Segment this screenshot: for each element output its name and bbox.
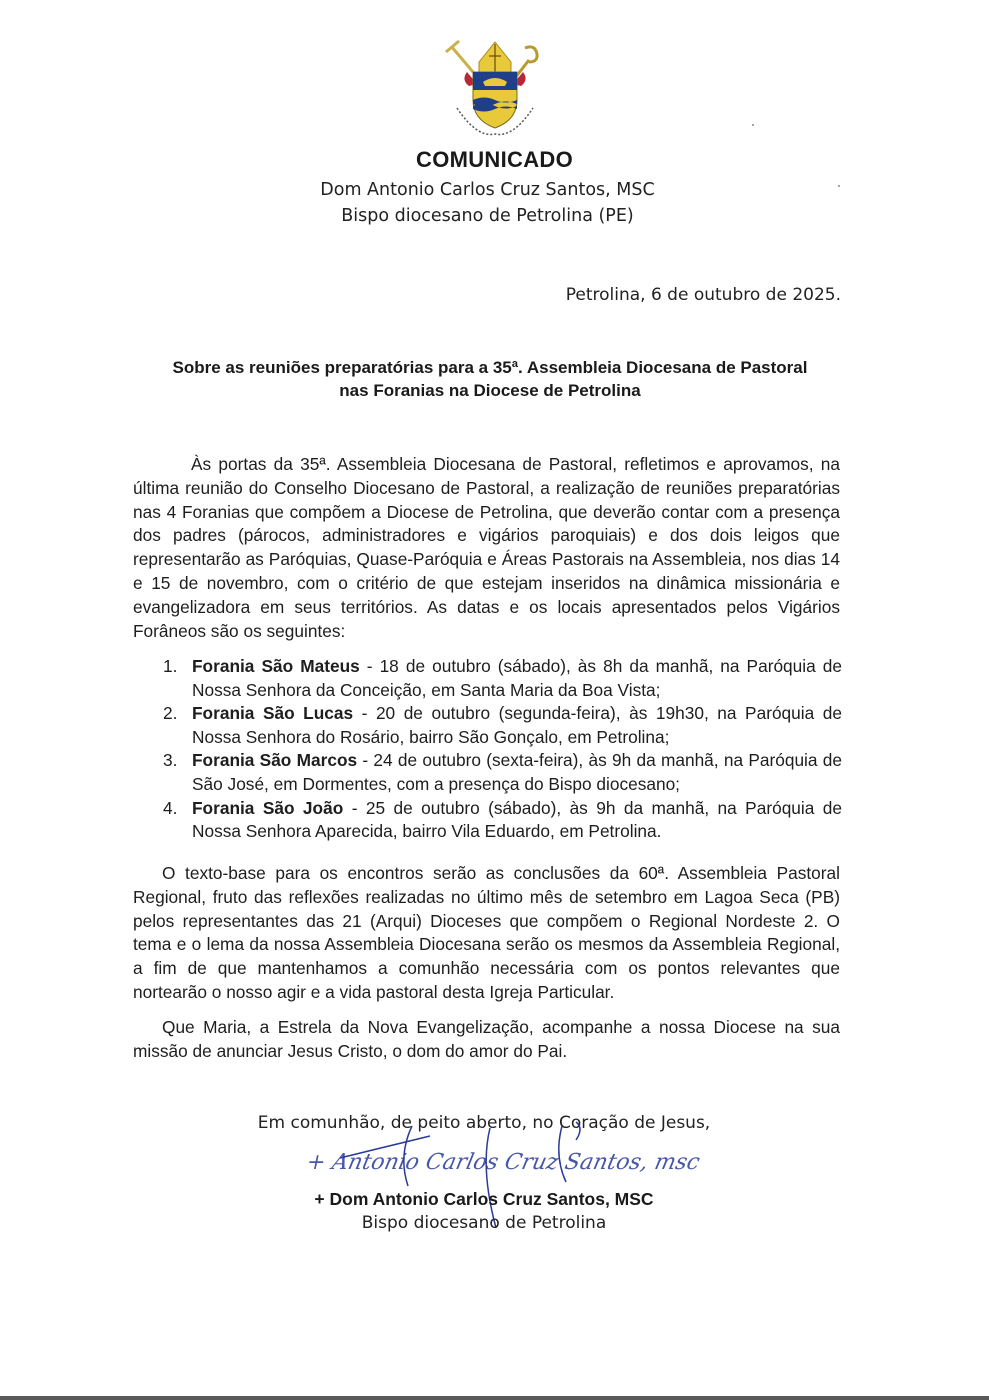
base-text: O texto-base para os encontros serão as conclusões da 60ª. Assembleia Pastoral Regional, fruto das reflexões realizadas no último mês de setembro em Lagoa Seca (PB) pelos representantes das 21 (Arqui) Dioceses que compõem o Regional Nordeste 2. O tema e o lema da nossa Assembleia Diocesana serão os mesmos da Assembleia Regional, a fim de que mantenhamos a comunhão necessária com os pontos relevantes que nortearão o nosso agir e a vida pastoral desta Igreja Particular. [133,863,840,1002]
intro-text: Às portas da 35ª. Assembleia Diocesana de Pastoral, refletimos e aprovamos, na última reunião do Conselho Diocesano de Pastoral, a realização de reuniões preparatórias nas 4 Foranias que compõem a Diocese de Petrolina, que deverão contar com a presença dos padres (párocos, administradores e vigários paroquiais) e dos dois leigos que representarão as Paróquias, Quase-Paróquia e Áreas Pastorais na Assembleia, nos dias 14 e 15 de novembro, com o critério de que estejam inseridos na dinâmica missionária e evangelizadora em seus territórios. As datas e os locais apresentados pelos Vigários Forâneos são os seguintes: [133,454,840,641]
item-number: 1. [163,656,178,676]
intro-paragraph [133,453,840,643]
item-number: 3. [163,750,178,771]
list-item [160,797,842,844]
date-line: Petrolina, 6 de outubro de 2025. [565,285,841,305]
list-item [160,655,842,702]
closing-salutation: Em comunhão, de peito aberto, no Coração de Jesus, [257,1113,711,1133]
handwritten-signature: + Antonio Carlos Cruz Santos, msc [304,1150,703,1175]
forania-name: Forania São Marcos [192,750,358,771]
scan-speck [838,185,840,187]
subject-line-1: Sobre as reuniões preparatórias para a 35ª. Assembleia Diocesana de Pastoral [172,358,808,377]
subject-heading [130,356,850,402]
base-text-paragraph [133,862,840,1005]
scan-speck [752,124,754,126]
meeting-details: - 18 de outubro (sábado), às 8h da manhã, na Paróquia de Nossa Senhora da Conceição, em Santa Maria da Boa Vista; [192,656,842,700]
author-role: Bispo diocesano de Petrolina (PE) [341,206,634,226]
meeting-details: - 20 de outubro (segunda-feira), às 19h30, na Paróquia de Nossa Senhora do Rosário, bairro São Gonçalo, em Petrolina; [192,703,842,747]
prayer-text: Que Maria, a Estrela da Nova Evangelização, acompanhe a nossa Diocese na sua missão de anunciar Jesus Cristo, o dom do amor do Pai. [133,1017,840,1061]
author-name: Dom Antonio Carlos Cruz Santos, MSC [320,180,655,200]
signatory-name: + Dom Antonio Carlos Cruz Santos, MSC [314,1189,654,1209]
meetings-list [160,655,842,844]
document-title: COMUNICADO [416,147,573,172]
item-number: 4. [163,797,178,818]
prayer-paragraph [133,1016,840,1064]
subject-line-2: nas Foranias na Diocese de Petrolina [339,381,641,400]
list-item [160,749,842,796]
list-item [160,702,842,749]
forania-name: Forania São João [192,797,344,818]
scan-bottom-edge [0,1396,989,1400]
item-number: 2. [163,703,178,724]
meeting-details: - 24 de outubro (sexta-feira), às 9h da manhã, na Paróquia de São José, em Dormentes, com a presença do Bispo diocesano; [192,750,842,794]
meeting-details: - 25 de outubro (sábado), às 9h da manhã, na Paróquia de Nossa Senhora Aparecida, bairro Vila Eduardo, em Petrolina. [192,797,842,842]
signatory-role: Bispo diocesano de Petrolina [361,1213,607,1233]
forania-name: Forania São Mateus [192,656,360,676]
diocesan-crest-icon [443,38,547,138]
forania-name: Forania São Lucas [192,703,354,724]
